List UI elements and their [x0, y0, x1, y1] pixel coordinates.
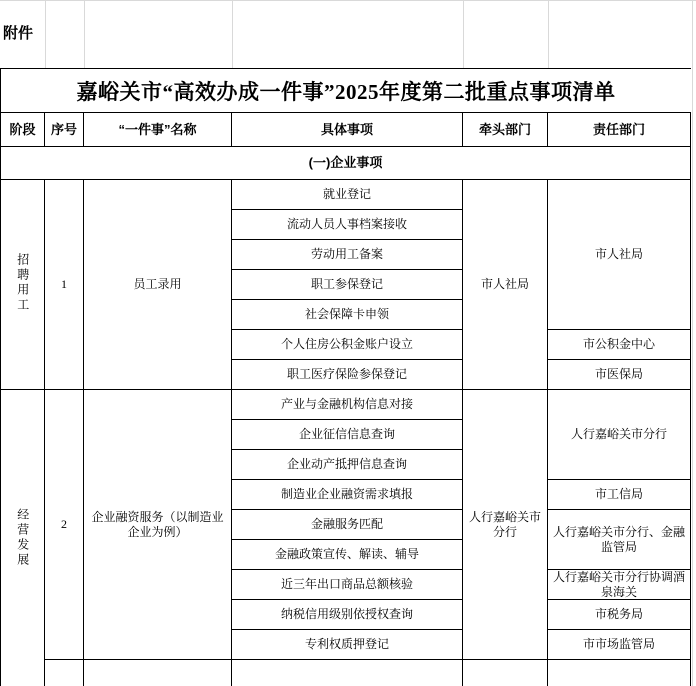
specific-item-cell: 流动人员人事档案接收	[232, 210, 463, 240]
lead-dept-cell: 人行嘉峪关市分行	[463, 390, 548, 660]
empty-item-cell	[232, 660, 463, 686]
gridline-vertical	[232, 0, 233, 68]
item-name-cell: 企业融资服务（以制造业企业为例）	[84, 390, 232, 660]
col-header-name: “一件事”名称	[84, 113, 232, 147]
specific-item-cell: 就业登记	[232, 180, 463, 210]
specific-item-cell: 产业与金融机构信息对接	[232, 390, 463, 420]
col-header-lead-dept: 牵头部门	[463, 113, 548, 147]
table-row	[1, 390, 691, 420]
specific-item-cell: 近三年出口商品总额核验	[232, 570, 463, 600]
col-header-stage: 阶段	[1, 113, 45, 147]
section-row	[1, 147, 691, 180]
specific-item-cell: 制造业企业融资需求填报	[232, 480, 463, 510]
empty-name-cell	[84, 660, 232, 686]
specific-item-cell: 职工医疗保险参保登记	[232, 360, 463, 390]
gridline-vertical	[45, 0, 46, 68]
gridline-vertical	[548, 0, 549, 68]
items-table	[0, 112, 691, 686]
gridline-vertical	[463, 0, 464, 68]
item-name-cell: 员工录用	[84, 180, 232, 390]
col-header-responsible-dept: 责任部门	[548, 113, 691, 147]
gridline-vertical	[692, 0, 693, 686]
gridline-horizontal	[0, 0, 696, 1]
responsible-dept-cell: 市工信局	[548, 480, 691, 510]
responsible-dept-cell: 市市场监管局	[548, 630, 691, 660]
specific-item-cell: 企业征信信息查询	[232, 420, 463, 450]
table-title: 嘉峪关市“高效办成一件事”2025年度第二批重点事项清单	[76, 79, 616, 104]
serial-cell: 1	[45, 180, 84, 390]
stage-cell	[1, 390, 45, 686]
specific-item-cell: 金融政策宣传、解读、辅导	[232, 540, 463, 570]
specific-item-cell: 社会保障卡申领	[232, 300, 463, 330]
gridline-vertical	[84, 0, 85, 68]
specific-item-cell: 职工参保登记	[232, 270, 463, 300]
responsible-dept-cell: 市医保局	[548, 360, 691, 390]
specific-item-cell: 企业动产抵押信息查询	[232, 450, 463, 480]
responsible-dept-cell: 市税务局	[548, 600, 691, 630]
empty-responsible-cell	[548, 660, 691, 686]
responsible-dept-cell: 人行嘉峪关市分行协调酒泉海关	[548, 570, 691, 600]
specific-item-cell: 金融服务匹配	[232, 510, 463, 540]
lead-dept-cell: 市人社局	[463, 180, 548, 390]
responsible-dept-cell: 人行嘉峪关市分行、金融监管局	[548, 510, 691, 570]
header-row	[1, 113, 691, 147]
section-title: (一)企业事项	[1, 147, 691, 180]
specific-item-cell: 纳税信用级别依授权查询	[232, 600, 463, 630]
responsible-dept-cell: 人行嘉峪关市分行	[548, 390, 691, 480]
col-header-item: 具体事项	[232, 113, 463, 147]
responsible-dept-cell: 市公积金中心	[548, 330, 691, 360]
empty-lead-cell	[463, 660, 548, 686]
attachment-bar	[0, 0, 696, 68]
specific-item-cell: 劳动用工备案	[232, 240, 463, 270]
serial-cell: 2	[45, 390, 84, 660]
specific-item-cell: 个人住房公积金账户设立	[232, 330, 463, 360]
empty-serial-cell	[45, 660, 84, 686]
stage-label: 招聘用工	[15, 252, 30, 313]
stage-label: 经营发展	[15, 507, 30, 568]
table-row	[1, 660, 691, 686]
responsible-dept-cell: 市人社局	[548, 180, 691, 330]
table-row	[1, 180, 691, 210]
attachment-label: 附件	[3, 25, 34, 42]
table-title-row	[0, 68, 691, 112]
stage-cell	[1, 180, 45, 390]
specific-item-cell: 专利权质押登记	[232, 630, 463, 660]
col-header-serial: 序号	[45, 113, 84, 147]
